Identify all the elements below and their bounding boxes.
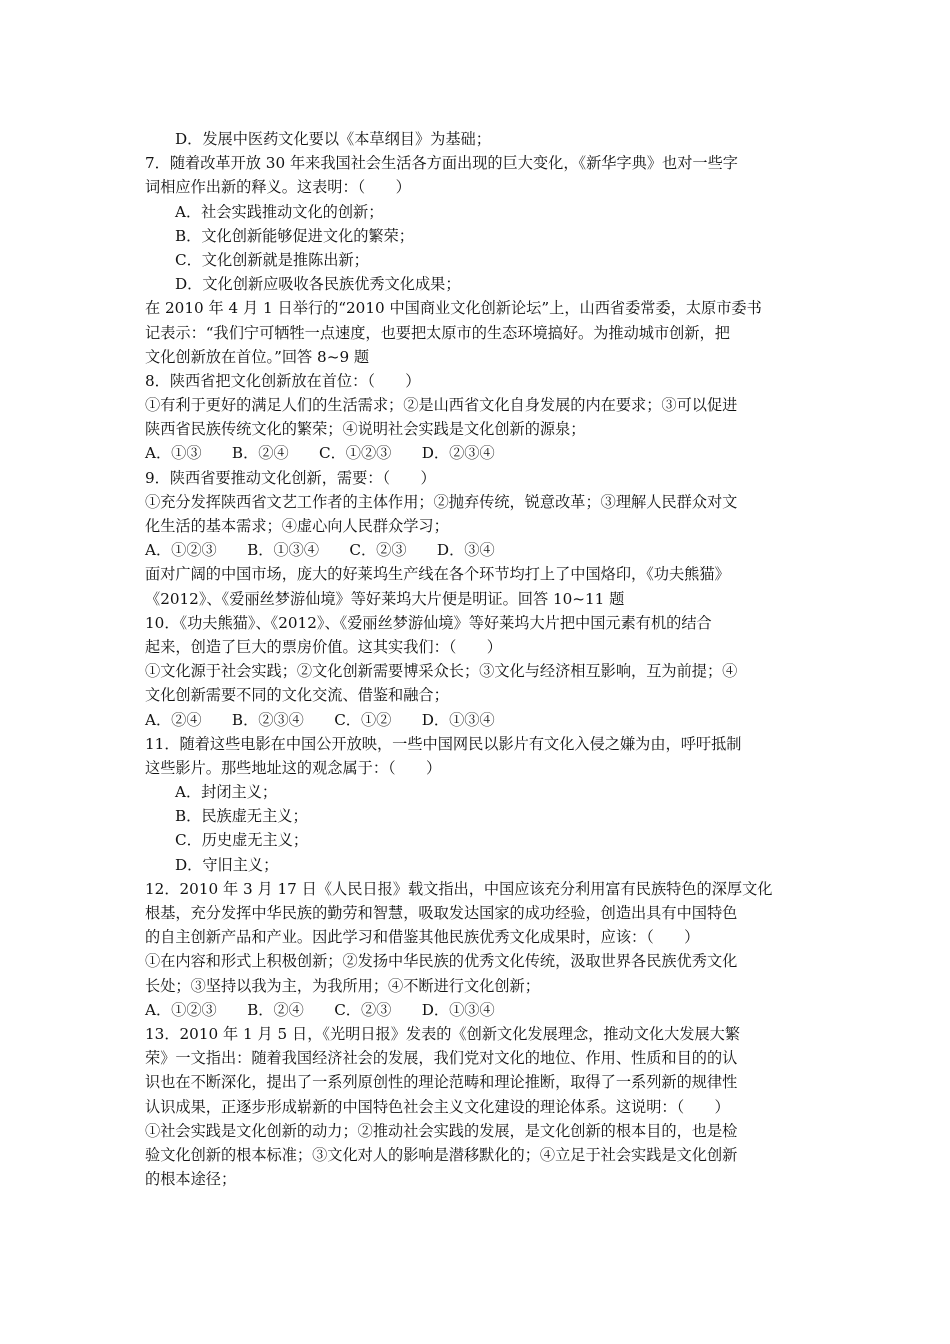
text-line: 识也在不断深化，提出了一系列原创性的理论范畴和理论推断，取得了一系列新的规律性 <box>145 1073 738 1092</box>
text-line: ①社会实践是文化创新的动力；②推动社会实践的发展，是文化创新的根本目的，也是检 <box>145 1121 738 1140</box>
text-line: 12．2010 年 3 月 17 日《人民日报》载文指出，中国应该充分利用富有民族特色的深厚文化 <box>145 879 773 898</box>
text-line: 验文化创新的根本标准；③文化对人的影响是潜移默化的；④立足于社会实践是文化创新 <box>145 1145 738 1164</box>
text-line: D．守旧主义； <box>175 855 279 874</box>
text-line: 7．随着改革开放 30 年来我国社会生活各方面出现的巨大变化，《新华字典》也对一些字 <box>145 154 738 173</box>
text-line: 《2012》、《爱丽丝梦游仙境》等好莱坞大片便是明证。回答 10~11 题 <box>145 589 625 608</box>
text-line: 记表示：“我们宁可牺牲一点速度，也要把太原市的生态环境搞好。为推动城市创新，把 <box>145 323 730 342</box>
text-line: 根基，充分发挥中华民族的勤劳和智慧，吸取发达国家的成功经验，创造出具有中国特色 <box>145 904 738 922</box>
text-line: 13．2010 年 1 月 5 日，《光明日报》发表的《创新文化发展理念，推动文化大发展大繁 <box>145 1024 741 1043</box>
text-line: 8．陕西省把文化创新放在首位：（ ） <box>145 371 421 390</box>
text-line: 陕西省民族传统文化的繁荣；④说明社会实践是文化创新的源泉； <box>145 420 586 439</box>
text-line: 这些影片。那些地址这的观念属于：（ ） <box>145 758 442 777</box>
text-line: C．文化创新就是推陈出新； <box>175 250 369 269</box>
text-line: 10．《功夫熊猫》、《2012》、《爱丽丝梦游仙境》等好莱坞大片把中国元素有机的结合 <box>145 613 712 632</box>
text-line: D．发展中医药文化要以《本草纲目》为基础； <box>175 130 491 148</box>
text-line: ①文化源于社会实践；②文化创新需要博采众长；③文化与经济相互影响，互为前提；④ <box>145 662 738 681</box>
text-line: 在 2010 年 4 月 1 日举行的“2010 中国商业文化创新论坛”上，山西省委常委，太原市委书 <box>145 299 762 318</box>
text-line: 的根本途径； <box>145 1170 237 1189</box>
text-line: B．文化创新能够促进文化的繁荣； <box>175 226 414 245</box>
text-line: A．①②③ B．②④ C．②③ D．①③④ <box>145 1000 495 1019</box>
text-line: 文化创新放在首位。”回答 8~9 题 <box>145 347 370 366</box>
text-line: 荣》一文指出：随着我国经济社会的发展，我们党对文化的地位、作用、性质和目的的认 <box>145 1049 738 1068</box>
text-line: D．文化创新应吸收各民族优秀文化成果； <box>175 275 461 294</box>
text-line: A．①②③ B．①③④ C．②③ D．③④ <box>145 541 495 560</box>
text-line: A．社会实践推动文化的创新； <box>175 202 384 221</box>
text-line: ①在内容和形式上积极创新；②发扬中华民族的优秀文化传统，汲取世界各民族优秀文化 <box>145 952 738 971</box>
text-line: B．民族虚无主义； <box>175 807 308 826</box>
text-line: C．历史虚无主义； <box>175 831 309 850</box>
document-page <box>145 127 807 1191</box>
text-line: A．②④ B．②③④ C．①② D．①③④ <box>145 710 495 729</box>
text-line: 面对广阔的中国市场，庞大的好莱坞生产线在各个环节均打上了中国烙印，《功夫熊猫》 <box>145 565 730 584</box>
text-line: 文化创新需要不同的文化交流、借鉴和融合； <box>145 686 449 705</box>
text-line: 化生活的基本需求；④虚心向人民群众学习； <box>145 517 449 535</box>
text-line: 认识成果，正逐步形成崭新的中国特色社会主义文化建设的理论体系。这说明：（ ） <box>145 1097 730 1116</box>
text-line: 长处；③坚持以我为主，为我所用；④不断进行文化创新； <box>145 976 540 995</box>
text-line: 的自主创新产品和产业。因此学习和借鉴其他民族优秀文化成果时，应该：（ ） <box>145 928 700 947</box>
text-line: A．封闭主义； <box>175 783 278 802</box>
text-line: 11．随着这些电影在中国公开放映，一些中国网民以影片有文化入侵之嫌为由，呼吁抵制 <box>145 734 742 753</box>
text-line: ①有利于更好的满足人们的生活需求；②是山西省文化自身发展的内在要求；③可以促进 <box>145 396 738 415</box>
text-line: 词相应作出新的释义。这表明：（ ） <box>145 178 411 197</box>
text-line: 起来，创造了巨大的票房价值。这其实我们：（ ） <box>145 637 502 656</box>
text-line: ①充分发挥陕西省文艺工作者的主体作用；②抛弃传统，锐意改革；③理解人民群众对文 <box>145 492 738 511</box>
text-line: 9．陕西省要推动文化创新，需要：（ ） <box>145 468 436 487</box>
text-line: A．①③ B．②④ C．①②③ D．②③④ <box>145 444 495 463</box>
